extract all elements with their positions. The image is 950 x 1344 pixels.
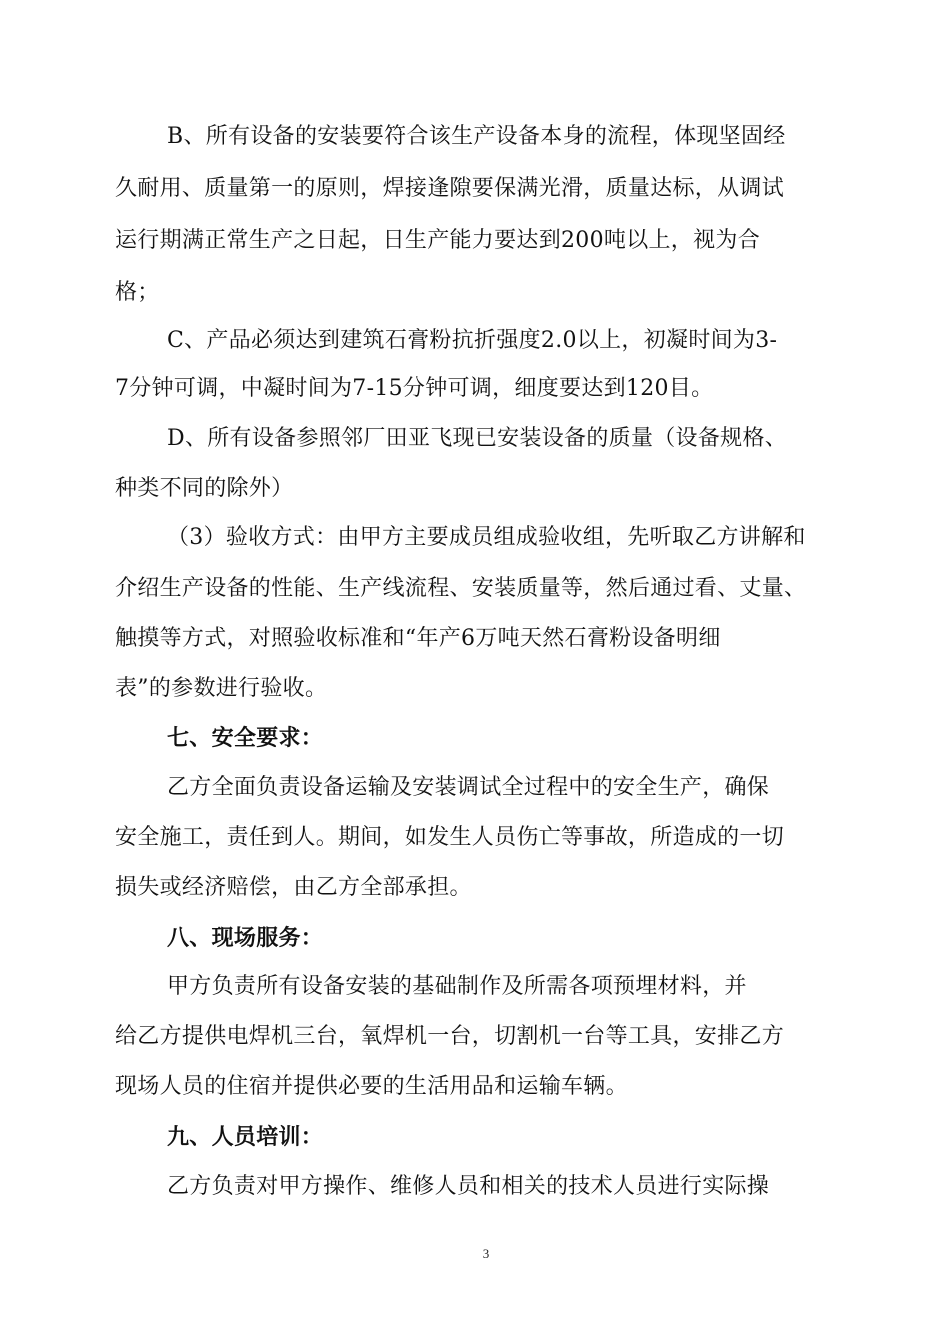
section-heading-training: 九、人员培训： xyxy=(167,1124,324,1150)
paragraph-d-line-2: 种类不同的除外） xyxy=(115,476,294,501)
training-line-1: 乙方负责对甲方操作、维修人员和相关的技术人员进行实际操 xyxy=(167,1174,770,1199)
section-heading-safety: 七、安全要求： xyxy=(167,725,324,751)
acceptance-method-line-1: （3）验收方式：由甲方主要成员组成验收组，先听取乙方讲解和 xyxy=(167,525,806,550)
paragraph-b-line-4: 格； xyxy=(115,280,160,305)
page-number: 3 xyxy=(482,1246,490,1261)
paragraph-b-line-1: B、所有设备的安装要符合该生产设备本身的流程，体现坚固经 xyxy=(167,124,786,149)
section-heading-onsite-service: 八、现场服务： xyxy=(167,925,324,951)
safety-line-1: 乙方全面负责设备运输及安装调试全过程中的安全生产，确保 xyxy=(167,775,770,800)
acceptance-method-line-3: 触摸等方式，对照验收标准和“年产6万吨天然石膏粉设备明细 xyxy=(115,626,721,651)
onsite-service-line-3: 现场人员的住宿并提供必要的生活用品和运输车辆。 xyxy=(115,1074,628,1099)
paragraph-b-line-3: 运行期满正常生产之日起，日生产能力要达到200吨以上，视为合 xyxy=(115,228,760,253)
safety-line-3: 损失或经济赔偿，由乙方全部承担。 xyxy=(115,875,472,900)
paragraph-b-line-2: 久耐用、质量第一的原则，焊接逢隙要保满光滑，质量达标，从调试 xyxy=(115,176,785,201)
paragraph-c-line-1: C、产品必须达到建筑石膏粉抗折强度2.0以上，初凝时间为3- xyxy=(167,328,778,353)
paragraph-c-line-2: 7分钟可调，中凝时间为7-15分钟可调，细度要达到120目。 xyxy=(115,376,714,401)
acceptance-method-line-2: 介绍生产设备的性能、生产线流程、安装质量等，然后通过看、丈量、 xyxy=(115,576,807,601)
safety-line-2: 安全施工，责任到人。期间，如发生人员伤亡等事故，所造成的一切 xyxy=(115,825,785,850)
onsite-service-line-2: 给乙方提供电焊机三台，氧焊机一台，切割机一台等工具，安排乙方 xyxy=(115,1024,785,1049)
acceptance-method-line-4: 表”的参数进行验收。 xyxy=(115,676,328,701)
onsite-service-line-1: 甲方负责所有设备安装的基础制作及所需各项预埋材料，并 xyxy=(167,974,747,999)
paragraph-d-line-1: D、所有设备参照邻厂田亚飞现已安装设备的质量（设备规格、 xyxy=(167,426,788,451)
